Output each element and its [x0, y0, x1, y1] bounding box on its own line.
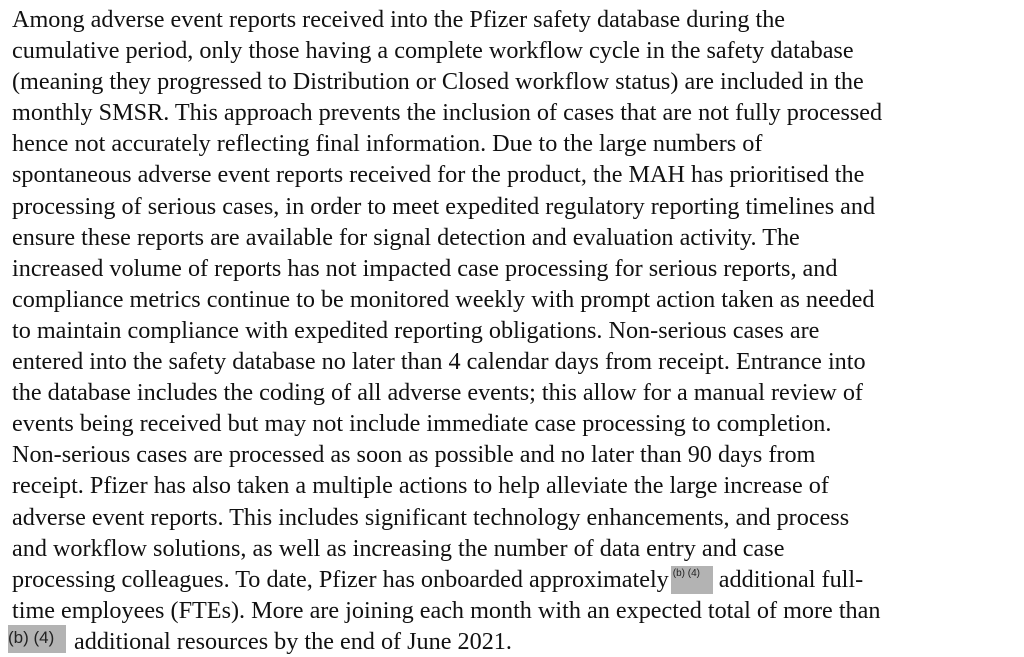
redaction-box: (b) (4): [8, 625, 66, 653]
text-line-13: the database includes the coding of all adverse events; this allow for a manual review of: [12, 379, 863, 407]
document-body: [8, 4, 1018, 657]
text-line-8: ensure these reports are available for signal detection and evaluation activity. The: [12, 223, 800, 251]
text-line-3: (meaning they progressed to Distribution or Closed workflow status) are included in the: [12, 68, 864, 96]
text-line-16: receipt. Pfizer has also taken a multiple actions to help alleviate the large increase of: [12, 472, 829, 500]
text-line-14: events being received but may not include immediate case processing to completion.: [12, 410, 832, 438]
text-line-2: cumulative period, only those having a complete workflow cycle in the safety database: [12, 37, 854, 65]
text-line-11: to maintain compliance with expedited reporting obligations. Non-serious cases are: [12, 316, 820, 344]
text-line-9: increased volume of reports has not impacted case processing for serious reports, and: [12, 254, 838, 282]
redaction-box: (b) (4): [671, 566, 713, 594]
text-line-5: hence not accurately reflecting final information. Due to the large numbers of: [12, 130, 763, 158]
text-line-21: [8, 626, 1018, 657]
text-line-20: time employees (FTEs). More are joining each month with an expected total of more than: [12, 596, 881, 624]
text-line-10: compliance metrics continue to be monitored weekly with prompt action taken as needed: [12, 285, 875, 313]
text-segment: additional full-: [718, 565, 864, 593]
text-line-7: processing of serious cases, in order to meet expedited regulatory reporting timelines and: [12, 192, 876, 220]
text-line-15: Non-serious cases are processed as soon as possible and no later than 90 days from: [12, 441, 816, 469]
text-line-18: and workflow solutions, as well as increasing the number of data entry and case: [12, 534, 785, 562]
text-segment: additional resources by the end of June 2021.: [74, 627, 512, 655]
text-line-19: [12, 564, 1018, 595]
text-line-6: spontaneous adverse event reports received for the product, the MAH has prioritised the: [12, 161, 865, 189]
text-line-12: entered into the safety database no later than 4 calendar days from receipt. Entrance into: [12, 348, 866, 376]
text-line-17: adverse event reports. This includes significant technology enhancements, and process: [12, 503, 850, 531]
text-line-1: Among adverse event reports received into the Pfizer safety database during the: [12, 6, 786, 33]
text-line-4: monthly SMSR. This approach prevents the inclusion of cases that are not fully processed: [12, 99, 883, 127]
text-segment: processing colleagues. To date, Pfizer has onboarded approximately: [12, 565, 669, 593]
